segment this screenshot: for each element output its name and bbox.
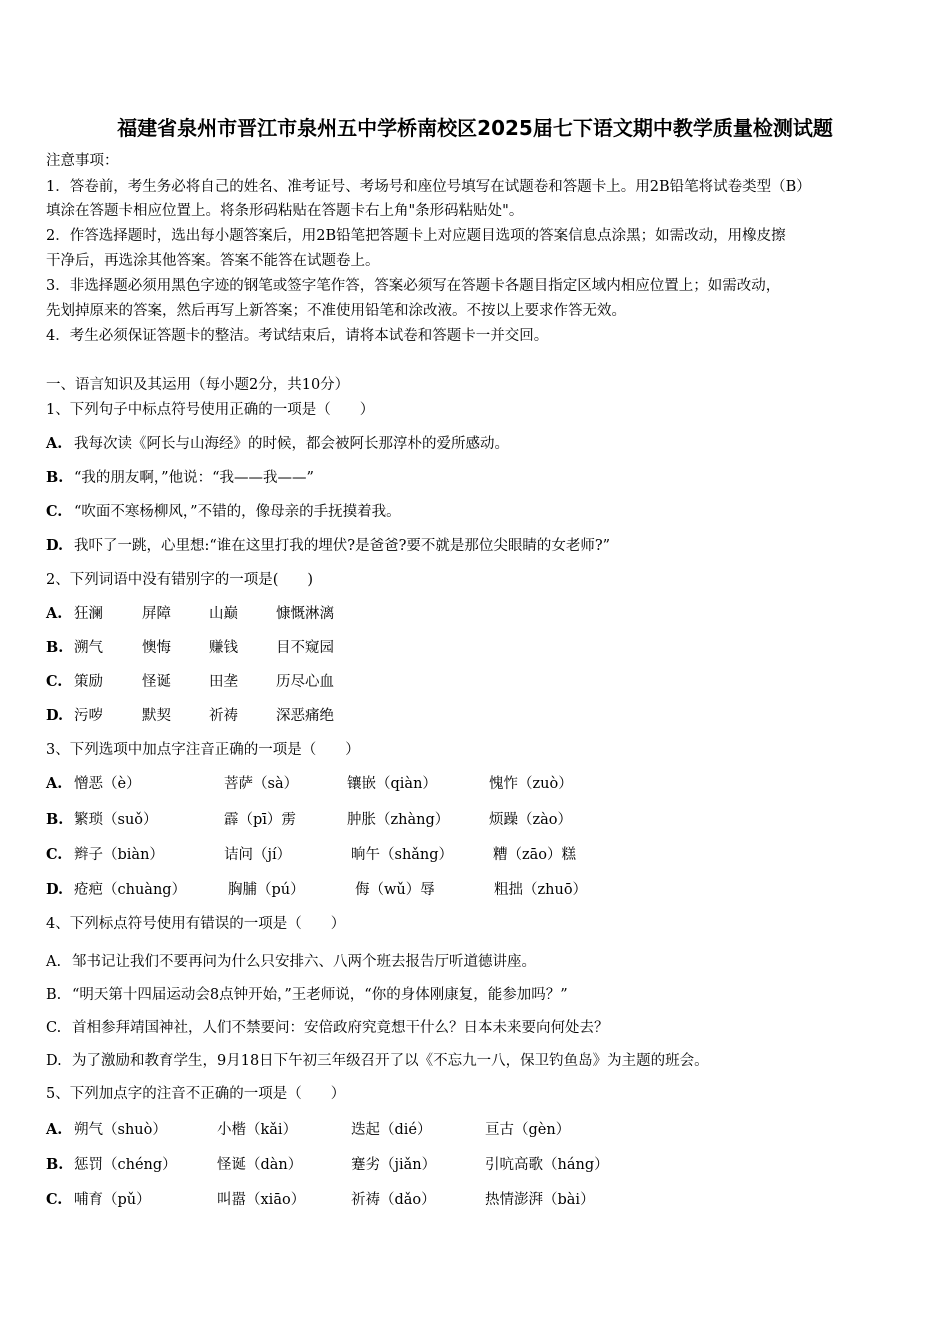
question-4-option-c	[46, 1018, 609, 1038]
option-word: 菩萨（sà）	[224, 776, 299, 792]
option-word: 目不窥园	[276, 640, 334, 656]
option-word: 深恶痛绝	[276, 708, 334, 724]
notice-line: 干净后，再选涂其他答案。答案不能答在试题卷上。	[46, 253, 380, 269]
option-label: D.	[46, 707, 64, 724]
option-label: A.	[46, 435, 63, 452]
page-title: 福建省泉州市晋江市泉州五中学桥南校区2025届七下语文期中教学质量检测试题	[117, 116, 833, 140]
option-word: 热情澎湃（bài）	[485, 1192, 595, 1208]
option-word: 胸脯（pú）	[228, 882, 305, 898]
notice-line: 4．考生必须保证答题卡的整洁。考试结束后，请将本试卷和答题卡一并交回。	[46, 328, 549, 344]
option-label: D.	[46, 881, 64, 898]
option-word: 懊悔	[142, 640, 171, 656]
option-label: B.	[46, 811, 64, 828]
option-word: 默契	[142, 708, 171, 724]
question-4-option-b	[46, 985, 568, 1005]
option-word: 侮（wǔ）辱	[355, 882, 435, 898]
option-label: C.	[46, 1020, 62, 1036]
option-word: 朔气（shuò）	[74, 1122, 167, 1138]
option-word: 祈祷	[209, 708, 238, 724]
option-text: “明天第十四届运动会8点钟开始，”王老师说，“你的身体刚康复，能参加吗？”	[72, 987, 568, 1003]
option-word: 田垄	[209, 674, 238, 690]
option-label: A.	[46, 775, 63, 792]
notice-heading: 注意事项：	[46, 153, 119, 169]
option-word: 憎恶（è）	[74, 776, 141, 792]
option-text: 我每次读《阿长与山海经》的时候，都会被阿长那淳朴的爱所感动。	[74, 436, 509, 452]
option-word: 疮疤（chuàng）	[74, 882, 187, 898]
option-text: “吹面不寒杨柳风，”不错的，像母亲的手抚摸着我。	[74, 504, 401, 520]
option-text: “我的朋友啊，”他说：“我——我——”	[74, 470, 314, 486]
option-word: 引吭高歌（háng）	[485, 1157, 609, 1173]
option-word: 愧怍（zuò）	[489, 776, 573, 792]
option-word: 历尽心血	[276, 674, 334, 690]
option-word: 祈祷（dǎo）	[351, 1192, 436, 1208]
notice-line: 1．答卷前，考生务必将自己的姓名、准考证号、考场号和座位号填写在试题卷和答题卡上。用2B铅笔将试卷类型（B）	[46, 179, 811, 195]
option-text: 首相参拜靖国神社，人们不禁要问：安倍政府究竟想干什么？日本未来要向何处去？	[72, 1020, 609, 1036]
question-1-option-b	[46, 468, 314, 488]
option-word: 怪诞（dàn）	[217, 1157, 303, 1173]
option-label: B.	[46, 639, 64, 656]
question-4-stem: 4、下列标点符号使用有错误的一项是（ ）	[46, 916, 346, 932]
option-word: 策励	[74, 674, 103, 690]
option-word: 惩罚（chéng）	[74, 1157, 177, 1173]
option-word: 晌午（shǎng）	[351, 847, 454, 863]
option-word: 溯气	[74, 640, 103, 656]
option-label: B.	[46, 1156, 64, 1173]
question-1-stem: 1、下列句子中标点符号使用正确的一项是（ ）	[46, 402, 375, 418]
option-word: 糟（zāo）糕	[493, 847, 577, 863]
question-1-option-d	[46, 536, 610, 556]
option-label: C.	[46, 673, 63, 690]
option-label: C.	[46, 846, 63, 863]
option-word: 赚钱	[209, 640, 238, 656]
option-word: 叫嚣（xiāo）	[217, 1192, 306, 1208]
option-label: B.	[46, 987, 62, 1003]
option-word: 蹇劣（jiǎn）	[351, 1157, 437, 1173]
option-text: 邹书记让我们不要再问为什么只安排六、八两个班去报告厅听道德讲座。	[72, 954, 536, 970]
option-word: 污哕	[74, 708, 103, 724]
option-word: 哺育（pǔ）	[74, 1192, 151, 1208]
option-word: 粗拙（zhuō）	[494, 882, 588, 898]
question-1-option-c	[46, 502, 401, 522]
option-label: D.	[46, 1053, 62, 1069]
question-3-stem: 3、下列选项中加点字注音正确的一项是（ ）	[46, 742, 360, 758]
option-word: 亘古（gèn）	[485, 1122, 571, 1138]
option-label: A.	[46, 605, 63, 622]
question-4-option-a	[46, 952, 536, 972]
question-5-stem: 5、下列加点字的注音不正确的一项是（ ）	[46, 1086, 346, 1102]
option-label: A.	[46, 954, 62, 970]
option-label: C.	[46, 1191, 63, 1208]
option-word: 霹（pī）雳	[224, 812, 296, 828]
option-text: 为了激励和教育学生，9月18日下午初三年级召开了以《不忘九一八，保卫钓鱼岛》为主题的班会。	[72, 1053, 709, 1069]
option-word: 山巅	[209, 606, 238, 622]
question-4-option-d	[46, 1051, 709, 1071]
option-word: 迭起（dié）	[351, 1122, 432, 1138]
question-2-stem: 2、下列词语中没有错别字的一项是( )	[46, 572, 314, 588]
option-label: D.	[46, 537, 64, 554]
option-label: A.	[46, 1121, 63, 1138]
option-word: 镶嵌（qiàn）	[347, 776, 437, 792]
option-word: 小楷（kǎi）	[217, 1122, 298, 1138]
notice-line: 2．作答选择题时，选出每小题答案后，用2B铅笔把答题卡上对应题目选项的答案信息点涂黑；如需改动，用橡皮擦	[46, 228, 786, 244]
option-label: C.	[46, 503, 63, 520]
notice-line: 先划掉原来的答案，然后再写上新答案；不准使用铅笔和涂改液。不按以上要求作答无效。	[46, 303, 626, 319]
option-word: 繁琐（suǒ）	[74, 812, 158, 828]
option-text: 我吓了一跳，心里想:“谁在这里打我的埋伏?是爸爸?要不就是那位尖眼睛的女老师?”	[74, 538, 611, 554]
option-word: 诘问（jí）	[224, 847, 292, 863]
question-1-option-a	[46, 434, 509, 454]
notice-line: 填涂在答题卡相应位置上。将条形码粘贴在答题卡右上角"条形码粘贴处"。	[46, 203, 524, 219]
option-label: B.	[46, 469, 64, 486]
option-word: 辫子（biàn）	[74, 847, 164, 863]
option-word: 肿胀（zhàng）	[347, 812, 450, 828]
option-word: 狂澜	[74, 606, 103, 622]
option-word: 怪诞	[142, 674, 171, 690]
notice-line: 3．非选择题必须用黑色字迹的钢笔或签字笔作答，答案必须写在答题卡各题目指定区域内相应位置上；如需改动，	[46, 278, 781, 294]
option-word: 烦躁（zào）	[489, 812, 573, 828]
option-word: 慷慨淋漓	[276, 606, 334, 622]
section-heading: 一、语言知识及其运用（每小题2分，共10分）	[46, 377, 350, 393]
option-word: 屏障	[142, 606, 171, 622]
